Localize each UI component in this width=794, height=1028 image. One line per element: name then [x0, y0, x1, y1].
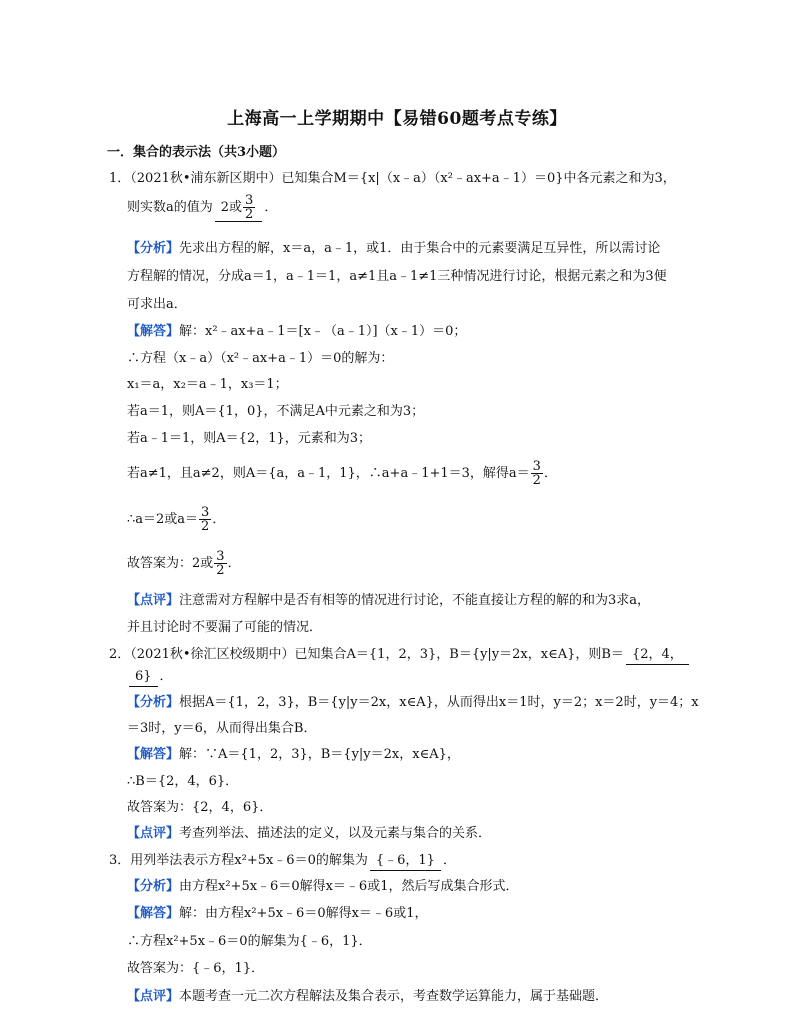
analysis-tag: 【分析】: [127, 879, 180, 894]
q1-answer-text: 2或: [220, 200, 243, 215]
q3-answer-blank: {﹣6，1}: [370, 852, 441, 871]
comment-tag: 【点评】: [127, 826, 180, 841]
q2-solution-line1: [127, 746, 460, 764]
page-title: 上海高一上学期期中【易错60题考点专练】: [227, 109, 567, 129]
analysis-tag: 【分析】: [127, 695, 180, 710]
solution-fraction: [531, 460, 543, 487]
solution-tag: 【解答】: [127, 324, 180, 339]
comment-tag: 【点评】: [127, 989, 180, 1004]
q1-stem-line1: 1．（2021秋•浦东新区期中）已知集合M＝{x|（x﹣a）（x²﹣ax+a﹣1）＝0}中各元素之和为3，: [109, 171, 676, 186]
q1-solution-line2: ∴方程（x﹣a）（x²﹣ax+a﹣1）＝0的解为：: [127, 351, 394, 366]
q3-solution-line3: 故答案为：{﹣6，1}．: [127, 961, 265, 976]
fraction-numerator: 3: [201, 505, 210, 520]
q1-answer-fraction: [243, 194, 255, 221]
solution-fraction: [214, 550, 226, 577]
q1-solution-line8: [127, 550, 241, 577]
solution-text: 解：由方程x²+5x﹣6＝0解得x＝﹣6或1，: [179, 906, 428, 921]
solution-text: 故答案为：2或: [127, 556, 214, 571]
solution-end: ．: [212, 512, 226, 527]
q1-stem-line2: [127, 194, 277, 222]
q3-solution-line2: ∴方程x²+5x﹣6＝0的解集为{﹣6，1}．: [127, 934, 372, 949]
solution-end: ．: [543, 466, 557, 481]
q1-analysis-line2: 方程解的情况，分成a＝1，a﹣1＝1，a≠1且a﹣1≠1三种情况进行讨论，根据元素之和为3便: [127, 269, 667, 284]
q1-analysis-line3: 可求出a．: [127, 297, 187, 312]
comment-text: 考查列举法、描述法的定义，以及元素与集合的关系．: [179, 826, 492, 841]
q3-solution-line1: [127, 905, 427, 923]
fraction-numerator: 3: [216, 549, 225, 564]
q1-solution-line6: [127, 460, 557, 487]
solution-text: 解：x²﹣ax+a﹣1＝[x﹣（a﹣1）]（x﹣1）＝0；: [179, 324, 467, 339]
q2-answer-blank-2: 6}: [129, 668, 158, 687]
q3-stem-line1: [109, 852, 456, 871]
q3-comment-line1: [127, 988, 608, 1006]
q2-solution-line2: ∴B＝{2，4，6}．: [127, 774, 239, 789]
comment-text: 注意需对方程解中是否有相等的情况进行讨论，不能直接让方程的解的和为3求a，: [179, 593, 651, 608]
analysis-tag: 【分析】: [127, 241, 180, 256]
q1-solution-line7: [127, 506, 225, 533]
q1-comment-line1: [127, 592, 650, 610]
solution-tag: 【解答】: [127, 906, 180, 921]
q2-stem-end: ．: [159, 669, 173, 684]
analysis-text: 根据A＝{1，2，3}，B＝{y|y＝2x，x∈A}，从而得出x＝1时，y＝2；x＝2时，y＝4；x: [179, 695, 699, 710]
section-heading: 一．集合的表示法（共3小题）: [107, 145, 286, 160]
fraction-numerator: 3: [532, 459, 541, 474]
solution-text: ∴a＝2或a＝: [127, 512, 199, 527]
q1-solution-line4: 若a＝1，则A＝{1，0}，不满足A中元素之和为3；: [127, 404, 425, 419]
q1-stem-text: 则实数a的值为: [127, 200, 213, 215]
fraction-denominator: 2: [216, 563, 225, 578]
solution-end: ．: [227, 556, 241, 571]
fraction-denominator: 2: [201, 519, 210, 534]
q2-comment-line1: [127, 825, 491, 843]
solution-text: 解：∵A＝{1，2，3}，B＝{y|y＝2x，x∈A}，: [179, 747, 460, 762]
comment-tag: 【点评】: [127, 593, 180, 608]
q2-answer-blank-1: {2，4，: [626, 646, 689, 665]
q2-analysis-line2: ＝3时，y＝6，从而得出集合B．: [127, 721, 317, 736]
q2-stem-line2: [127, 668, 173, 687]
q1-solution-line1: [127, 323, 466, 341]
q3-stem-text: 3．用列举法表示方程x²+5x﹣6＝0的解集为: [109, 853, 368, 868]
q2-stem-line1: [109, 646, 691, 665]
q1-analysis-line1: [127, 240, 660, 258]
solution-tag: 【解答】: [127, 747, 180, 762]
comment-text: 本题考查一元二次方程解法及集合表示，考查数学运算能力，属于基础题．: [179, 989, 609, 1004]
solution-text: 若a≠1，且a≠2，则A＝{a，a﹣1，1}，∴a+a﹣1+1＝3，解得a＝: [127, 466, 530, 481]
q2-solution-line3: 故答案为：{2，4，6}．: [127, 800, 273, 815]
q1-solution-line5: 若a﹣1＝1，则A＝{2，1}，元素和为3；: [127, 431, 372, 446]
q3-stem-end: ．: [442, 853, 456, 868]
q1-solution-line3: x₁＝a，x₂＝a﹣1，x₃＝1；: [127, 377, 288, 392]
fraction-denominator: 2: [532, 473, 541, 488]
analysis-text: 先求出方程的解，x＝a，a﹣1，或1．由于集合中的元素要满足互异性，所以需讨论: [179, 241, 661, 256]
q2-stem-text: 2．（2021秋•徐汇区校级期中）已知集合A＝{1，2，3}，B＝{y|y＝2x，x∈A}，则B＝: [109, 647, 624, 662]
solution-fraction: [199, 506, 211, 533]
fraction-denominator: 2: [245, 207, 254, 222]
q1-comment-line2: 并且讨论时不要漏了可能的情况．: [127, 620, 323, 635]
q3-analysis-line1: [127, 878, 518, 896]
analysis-text: 由方程x²+5x﹣6＝0解得x＝﹣6或1，然后写成集合形式．: [179, 879, 519, 894]
fraction-numerator: 3: [245, 193, 254, 208]
q1-answer-blank: [215, 194, 263, 222]
q2-analysis-line1: [127, 694, 699, 712]
q1-stem-end: ．: [264, 200, 278, 215]
